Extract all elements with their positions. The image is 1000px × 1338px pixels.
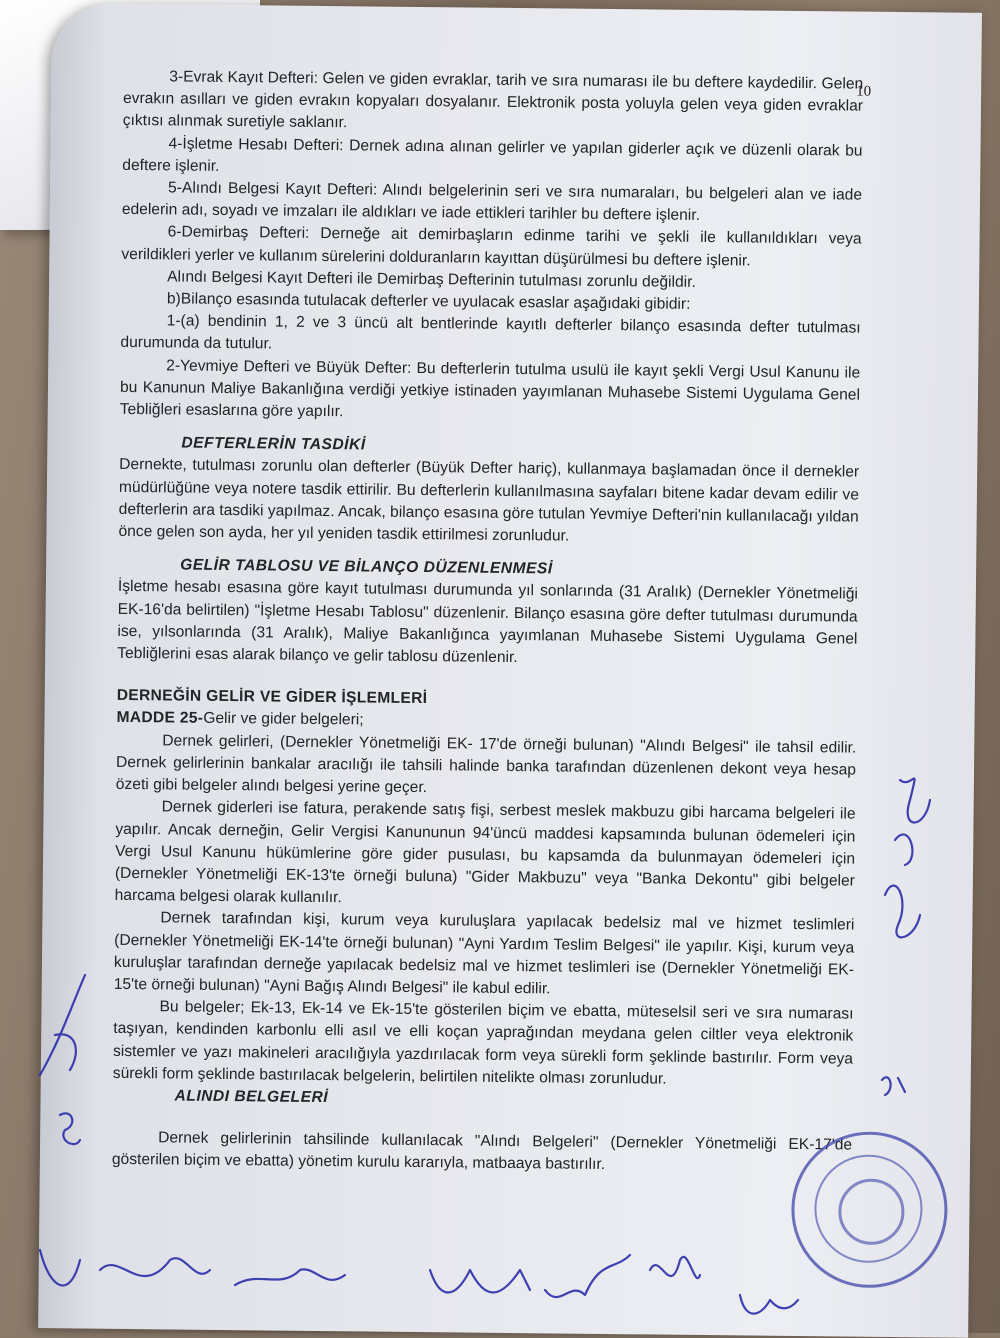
signature-left-1 (40, 975, 85, 1075)
paragraph-yevmiye: 2-Yevmiye Defteri ve Büyük Defter: Bu defterlerin tutulma usulü ile kayıt şekli Vergi Usul Kanunu ile bu Kanunun Maliye Bakanlığına verdiği yetkiye istinaden yayımlanan Muhasebe Sistemi Uygulama Genel Tebliğleri esaslarına göre yapılır. (119, 356, 861, 421)
signature-right-3 (882, 1077, 905, 1095)
signature-bottom-4 (545, 1255, 630, 1297)
heading-gelir-gider-islemleri: DERNEĞİN GELİR VE GİDER İŞLEMLERİ (116, 687, 428, 708)
signature-bottom-3 (430, 1270, 530, 1293)
paragraph-dernek-giderleri: Dernek giderleri ise fatura, perakende satış fişi, serbest meslek makbuzu gibi harcama belgeleri ile yapılır. Ancak derneğin, Gelir Vergisi Kanununun 94'üncü maddesi kapsamında bulunan ödemeleri için Vergi Usul Kanunu hükümlerine göre gider pusulası, bu kapsamda da bulunmayan ödemeleri için (Dernekler Yönetmeliği EK-13'te örneği buluna) "Gider Makbuzu" veya "Banka Dekontu" gibi belgeler harcama belgesi olarak kullanılır. (114, 798, 856, 907)
madde-title: Gelir ve gider belgeleri; (203, 710, 364, 729)
signature-bottom-1 (40, 1250, 210, 1285)
paragraph-bent: 1-(a) bendinin 1, 2 ve 3 üncü alt bentlerinde kayıtlı defterler bilanço esasında defter tutulması durumunda da tutulur. (120, 312, 861, 353)
paragraph-zorunlu-degil: Alındı Belgesi Kayıt Defteri ile Demirbaş Defterinin tutulması zorunlu değildir. (167, 268, 696, 291)
heading-gelir-tablosu: GELİR TABLOSU VE BİLANÇO DÜZENLENMESİ (180, 556, 553, 578)
paragraph-demirbas: 6-Demirbaş Defteri: Derneğe ait demirbaşların edinme tarihi ve şekli ile kullanıldıkları veya verildikleri yerler ve kullanım sürelerini dolduranların kayıttan düşürülmesi bu deftere işlenir. (121, 223, 862, 270)
paragraph-evrak-kayit: 3-Evrak Kayıt Defteri: Gelen ve giden evraklar, tarih ve sıra numarası ile bu deftere kaydedilir. Gelen evrakın asılları ve giden evrakın kopyaları dosyalanır. Elektronik posta yoluyla gelen veya giden evraklar çıktısı alınmak suretiyle saklanır. (122, 68, 864, 132)
heading-alindi-belgeleri: ALINDI BELGELERİ (174, 1087, 329, 1107)
signature-bottom-5 (650, 1257, 700, 1278)
paragraph-bedelsiz-teslim: Dernek tarafından kişi, kurum veya kuruluşlara yapılacak bedelsiz mal ve hizmet teslimleri (Dernekler Yönetmeliği EK-14'te örneği bulunan) "Ayni Yardım Teslim Belgesi" ile yapılır. Kişi, kurum veya kuruluşlar tarafından derneğe yapılacak bedelsiz mal ve hizmet teslimleri ise (Dernekler Yönetmeliği EK-15'te örneği bulunan) "Ayni Bağış Alındı Belgesi" ile kabul edilir. (113, 909, 855, 998)
signature-bottom-2 (235, 1269, 345, 1285)
signature-right-1 (895, 778, 930, 865)
signature-left-2 (60, 1113, 80, 1144)
paragraph-alindi-belgeleri: Dernek gelirlerinin tahsilinde kullanılacak "Alındı Belgeleri" (Dernekler Yönetmeliği EK-17'de gösterilen biçim ve ebatta) yönetim kurulu kararıyla, matbaaya bastırılır. (111, 1129, 853, 1174)
page-number: 10 (856, 83, 872, 100)
paragraph-isletme-hesabi: 4-İşletme Hesabı Defteri: Dernek adına alınan gelirler ve yapılan giderler açık ve düzenli olarak bu deftere işlenir. (122, 134, 863, 175)
signature-right-2 (885, 886, 920, 938)
paragraph-belgeler: Bu belgeler; Ek-13, Ek-14 ve Ek-15'te gösterilen biçim ve ebatta, müteselsil seri ve sıra numarası taşıyan, kendinden karbonlu elli asıl ve elli koçan yaprağından meydana gelen ciltler veya elektronik sistemler ve yazı makineleri aracılığıyla yazdırılacak form veya sürekli form şeklinde bastırılır. Form veya sürekli form şeklinde bastırılacak belgelerin, belirtilen nitelikte olması zorunludur. (112, 998, 854, 1088)
madde-label: MADDE 25- (116, 709, 204, 728)
paragraph-alindi-kayit: 5-Alındı Belgesi Kayıt Defteri: Alındı belgelerinin seri ve sıra numaraları, bu belgeleri alan ve iade edelerin adı, soyadı ve imzaları ile aldıkları ve iade ettikleri tarihler bu deftere işlenir. (121, 179, 863, 225)
signature-bottom-6 (740, 1295, 798, 1314)
paragraph-tasdik: Dernekte, tutulması zorunlu olan defterler (Büyük Defter hariç), kullanmaya başlamadan önce il dernekler müdürlüğüne veya notere tasdik ettirilir. Bu defterlerin kullanılmasına sayfaları bitene kadar devam edilir ve defterlerin ara tasdiki yapılmaz. Ancak, bilanço esasına göre tutulan Yevmiye Defteri'nin kullanılacağı yıldan önce gelen son ayda, her yıl yeniden tasdik ettirilmesi zorunludur. (118, 456, 860, 545)
paragraph-gelir-tablosu: İşletme hesabı esasına göre kayıt tutulması durumunda yıl sonlarında (31 Aralık) (Dernekler Yönetmeliği EK-16'da belirtilen) "İşletme Hesabı Tablosu" düzenlenir. Bilanço esasına göre defter tutulması durumunda ise, yılsonlarında (31 Aralık), Maliye Bakanlığınca yayımlanan Muhasebe Sistemi Uygulama Genel Tebliğlerini esas alarak bilanço ve gelir tablosu düzenlenir. (117, 578, 858, 667)
paragraph-dernek-gelirleri: Dernek gelirleri, (Dernekler Yönetmeliği EK- 17'de örneği bulunan) "Alındı Belgesi" ile tahsil edilir. Dernek gelirlerinin bankalar aracılığı ile tahsili halinde banka tarafından düzenlenen dekont veya hesap özeti gibi belgeler alındı belgesi yerine geçer. (115, 732, 857, 797)
heading-defterlerin-tasdiki: DEFTERLERİN TASDİKİ (181, 434, 366, 454)
paragraph-bilanco-esasi: b)Bilanço esasında tutulacak defterler ve uyulacak esaslar aşağıdaki gibidir: (166, 290, 691, 313)
